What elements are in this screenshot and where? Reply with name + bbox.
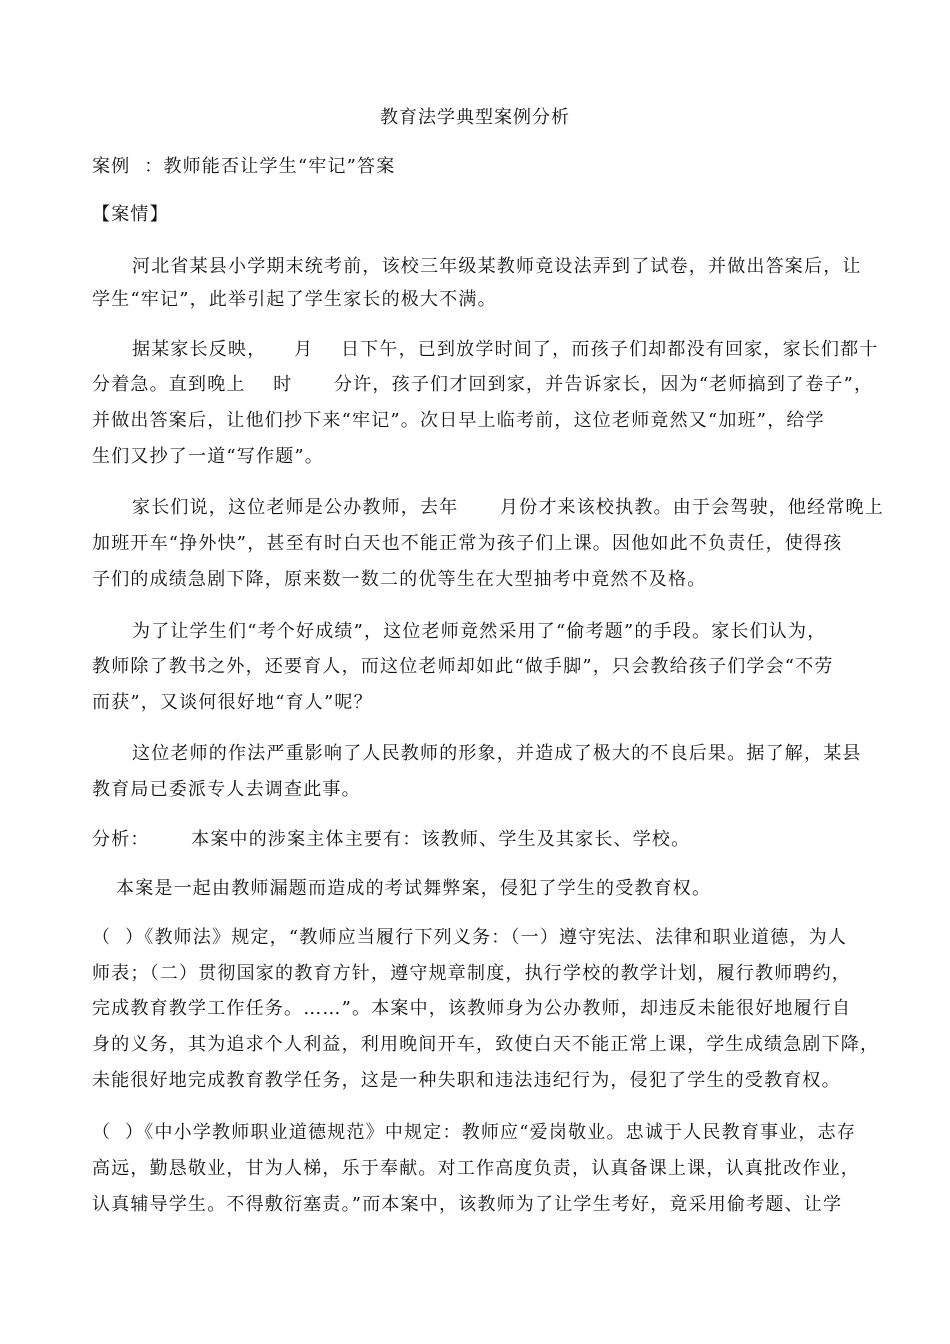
paragraph-line: 分着急。直到晚上 时 分许，孩子们才回到家，并告诉家长，因为“老师搞到了卷子”， xyxy=(92,374,874,395)
case-heading: 案例 ：教师能否让学生“牢记”答案 xyxy=(92,156,396,177)
paragraph-line: 并做出答案后，让他们抄下来“牢记”。次日早上临考前，这位老师竟然又“加班”，给学 xyxy=(92,410,825,431)
document-title: 教育法学典型案例分析 xyxy=(380,107,570,128)
paragraph-line: 为了让学生们“考个好成绩”，这位老师竟然采用了“偷考题”的手段。家长们认为， xyxy=(132,621,827,642)
summary-line: 本案是一起由教师漏题而造成的考试舞弊案，侵犯了学生的受教育权。 xyxy=(116,878,712,899)
paragraph-line: （ ）《中小学教师职业道德规范》中规定：教师应“爱岗敬业。忠诚于人民教育事业，志存 xyxy=(92,1122,857,1143)
paragraph-line: 教师除了教书之外，还要育人，而这位老师却如此“做手脚”，只会教给孩子们学会“不劳 xyxy=(92,656,834,677)
paragraph-line: 据某家长反映， 月 日下午，已到放学时间了，而孩子们却都没有回家，家长们都十 xyxy=(132,339,879,360)
paragraph-line: 认真辅导学生。不得敷衍塞责。”而本案中，该教师为了让学生考好，竟采用偷考题、让学 xyxy=(92,1194,843,1215)
paragraph-line: 学生“牢记”，此举引起了学生家长的极大不满。 xyxy=(92,289,497,310)
paragraph-line: 教育局已委派专人去调查此事。 xyxy=(92,779,361,800)
paragraph-line: 生们又抄了一道“写作题”。 xyxy=(92,446,325,467)
paragraph-line: 加班开车“挣外快”，甚至有时白天也不能正常为孩子们上课。因他如此不负责任，使得孩 xyxy=(92,533,843,554)
paragraph-line: （ ）《教师法》规定，“教师应当履行下列义务：（一）遵守宪法、法律和职业道德，为人 xyxy=(92,927,848,948)
paragraph-line: 师表；（二）贯彻国家的教育方针，遵守规章制度，执行学校的教学计划，履行教师聘约， xyxy=(92,963,851,984)
paragraph-line: 未能很好地完成教育教学任务，这是一种失职和违法违纪行为，侵犯了学生的受教育权。 xyxy=(92,1070,841,1091)
paragraph-line: 子们的成绩急剧下降，原来数一数二的优等生在大型抽考中竟然不及格。 xyxy=(92,569,707,590)
paragraph-line: 而获”，又谈何很好地“育人”呢？ xyxy=(92,692,373,713)
section-label: 【案情】 xyxy=(92,204,169,225)
paragraph-line: 河北省某县小学期末统考前，该校三年级某教师竟设法弄到了试卷，并做出答案后，让 xyxy=(132,256,862,277)
paragraph-line: 完成教育教学工作任务。……”。本案中，该教师身为公办教师，却违反未能很好地履行自 xyxy=(92,998,852,1019)
paragraph-line: 高远，勤恳敬业，甘为人梯，乐于奉献。对工作高度负责，认真备课上课，认真批改作业， xyxy=(92,1158,860,1179)
paragraph-line: 这位老师的作法严重影响了人民教师的形象，并造成了极大的不良后果。据了解，某县 xyxy=(132,743,862,764)
analysis-line: 分析： 本案中的涉案主体主要有：该教师、学生及其家长、学校。 xyxy=(92,829,691,850)
paragraph-line: 身的义务，其为追求个人利益，利用晚间开车，致使白天不能正常上课，学生成绩急剧下降， xyxy=(92,1034,880,1055)
paragraph-line: 家长们说，这位老师是公办教师，去年 月份才来该校执教。由于会驾驶，他经常晚上 xyxy=(132,497,884,518)
